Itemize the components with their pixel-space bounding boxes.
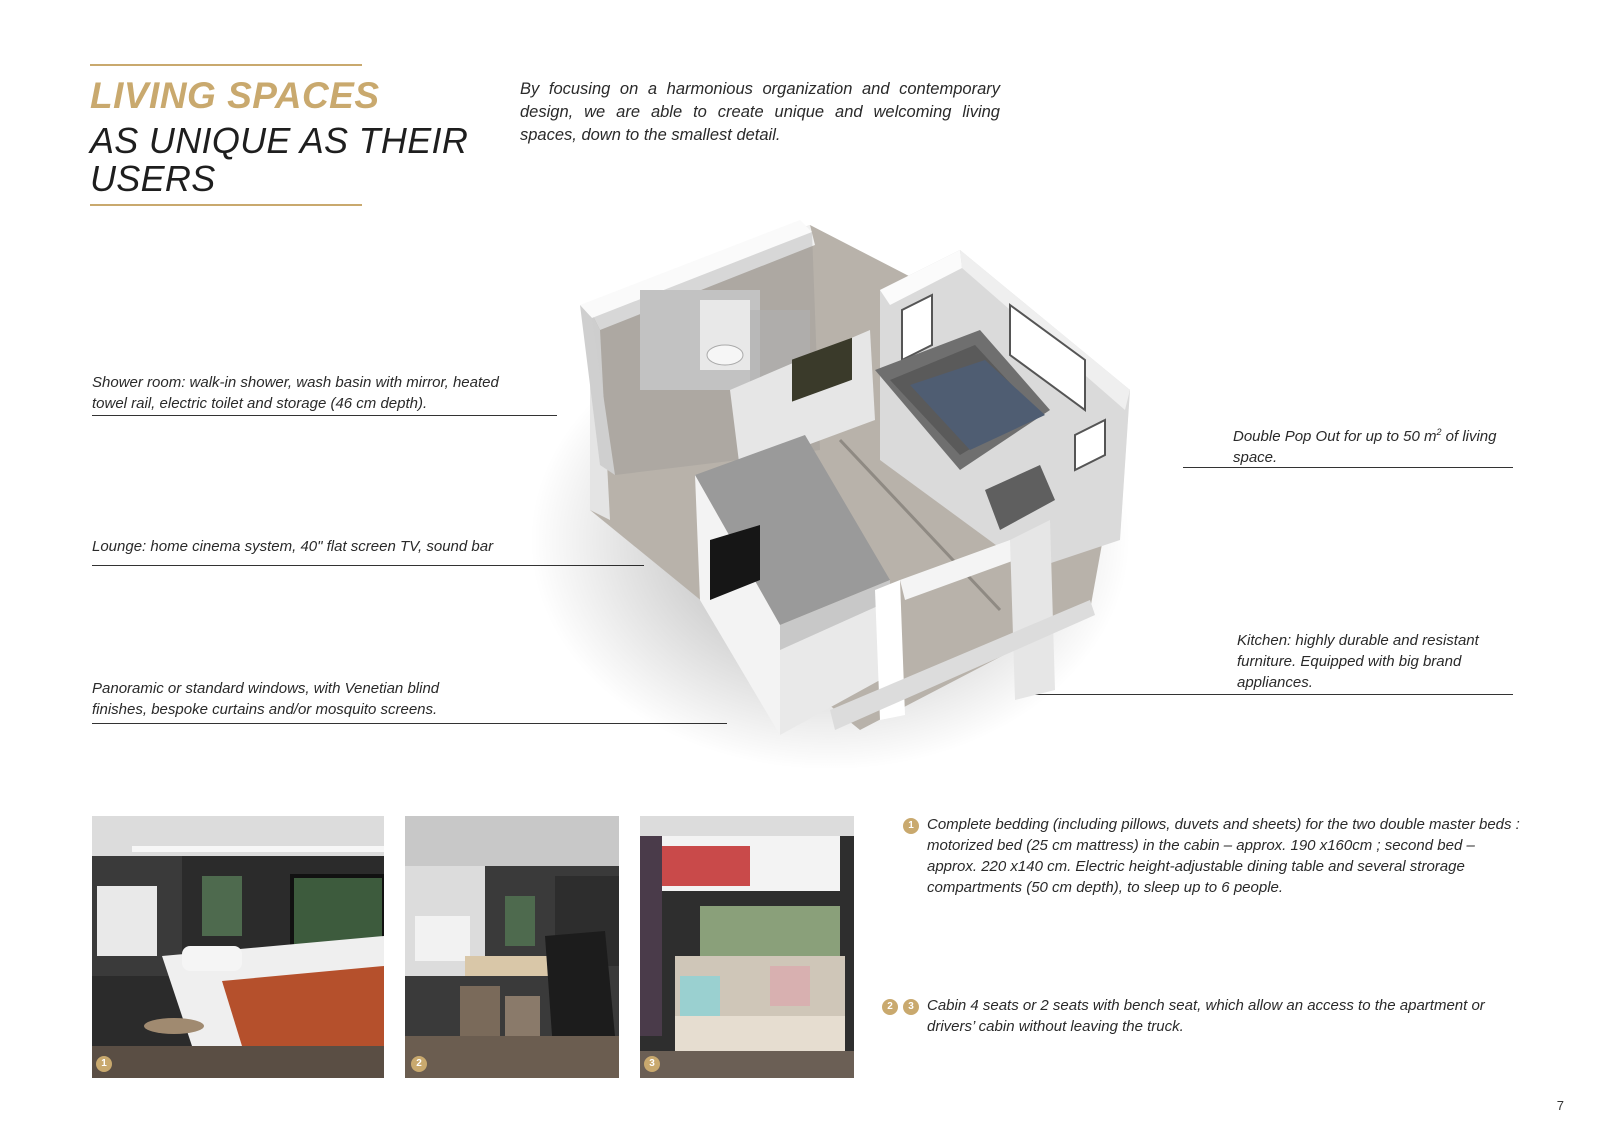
- page-number: 7: [1556, 1098, 1564, 1113]
- photo-3-badge: 3: [644, 1056, 660, 1072]
- cabin-badge-2: 2: [882, 999, 898, 1015]
- title-line-1: LIVING SPACES: [90, 75, 380, 116]
- note-shower-rule: [92, 415, 557, 416]
- note-pop-out-text: Double Pop Out for up to 50 m: [1233, 428, 1437, 445]
- title-top-rule: [90, 64, 362, 66]
- cabin-description: Cabin 4 seats or 2 seats with bench seat, which allow an access to the apartment or drivers’ cabin without leaving the truck.: [927, 997, 1485, 1035]
- title-line-2: AS UNIQUE AS THEIR USERS: [90, 120, 469, 199]
- note-kitchen: Kitchen: highly durable and resistant furniture. Equipped with big brand appliances.: [1237, 632, 1479, 691]
- bedding-badge: 1: [903, 818, 919, 834]
- bedding-description: Complete bedding (including pillows, duvets and sheets) for the two double master beds : motorized bed (25 cm mattress) in the cabin – approx. 190 x160cm ; second bed – approx. 220 x140 cm. Electric height-adjustable dining table and several strorage compartments (50 cm depth), to sleep up to 6 people.: [927, 816, 1520, 896]
- title-bottom-rule: [90, 204, 362, 206]
- note-pop-out-text-end: of living space.: [1233, 428, 1497, 466]
- photo-bedroom: [92, 816, 384, 1078]
- photo-bunk: [640, 816, 854, 1078]
- note-lounge: Lounge: home cinema system, 40" flat screen TV, sound bar: [92, 538, 494, 555]
- note-pop-out-sup: 2: [1436, 427, 1442, 437]
- photo-2-badge: 2: [411, 1056, 427, 1072]
- note-shower-room: Shower room: walk-in shower, wash basin with mirror, heated towel rail, electric toilet and storage (46 cm depth).: [92, 374, 499, 412]
- note-pop-out-rule: [1183, 467, 1513, 468]
- photo-1-badge: 1: [96, 1056, 112, 1072]
- cabin-badge-3: 3: [903, 999, 919, 1015]
- note-pop-out: [1233, 422, 1523, 468]
- intro-paragraph: By focusing on a harmonious organization and contemporary design, we are able to create unique and welcoming living spaces, down to the smallest detail.: [520, 80, 1000, 144]
- floor-plan-illustration: [530, 210, 1170, 770]
- note-windows: Panoramic or standard windows, with Venetian blind finishes, bespoke curtains and/or mosquito screens.: [92, 680, 440, 718]
- photo-lounge: [405, 816, 619, 1078]
